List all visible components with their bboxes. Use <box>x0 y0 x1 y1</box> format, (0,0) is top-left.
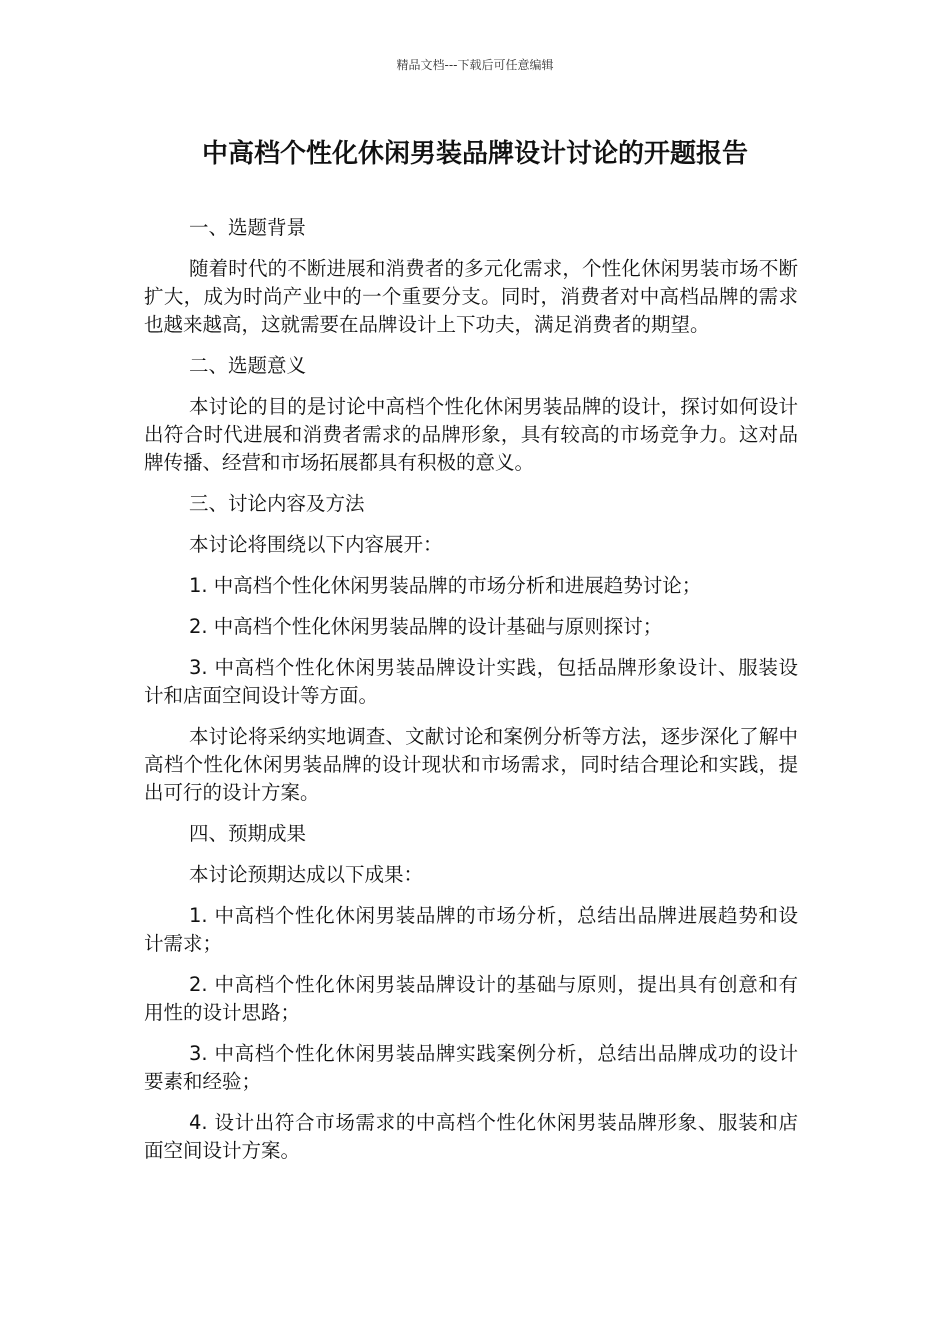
paragraph-significance: 本讨论的目的是讨论中高档个性化休闲男装品牌的设计，探讨如何设计出符合时代进展和消费者需求的品牌形象，具有较高的市场竞争力。这对品牌传播、经营和市场拓展都具有积极的意义。 <box>144 395 798 474</box>
list-item-content-1: 1. 中高档个性化休闲男装品牌的市场分析和进展趋势讨论； <box>189 574 702 597</box>
section-heading-background: 一、选题背景 <box>189 216 307 239</box>
section-heading-content-methods: 三、讨论内容及方法 <box>189 492 365 515</box>
header-note: 精品文档---下载后可任意编辑 <box>396 58 554 72</box>
list-item-content-3: 3. 中高档个性化休闲男装品牌设计实践，包括品牌形象设计、服装设计和店面空间设计等方面。 <box>144 656 798 707</box>
document-body <box>144 214 798 1178</box>
list-item-result-3: 3. 中高档个性化休闲男装品牌实践案例分析，总结出品牌成功的设计要素和经验； <box>144 1042 798 1093</box>
document-title: 中高档个性化休闲男装品牌设计讨论的开题报告 <box>201 139 748 169</box>
list-item-result-4: 4. 设计出符合市场需求的中高档个性化休闲男装品牌形象、服装和店面空间设计方案。 <box>144 1111 798 1162</box>
list-item-content-2: 2. 中高档个性化休闲男装品牌的设计基础与原则探讨； <box>189 615 663 638</box>
paragraph-methods: 本讨论将采纳实地调查、文献讨论和案例分析等方法，逐步深化了解中高档个性化休闲男装品牌的设计现状和市场需求，同时结合理论和实践，提出可行的设计方案。 <box>144 725 798 804</box>
section-heading-significance: 二、选题意义 <box>189 354 307 377</box>
paragraph-results-intro: 本讨论预期达成以下成果： <box>189 863 424 886</box>
paragraph-content-intro: 本讨论将围绕以下内容展开： <box>189 533 443 556</box>
paragraph-background: 随着时代的不断进展和消费者的多元化需求，个性化休闲男装市场不断扩大，成为时尚产业中的一个重要分支。同时，消费者对中高档品牌的需求也越来越高，这就需要在品牌设计上下功夫，满足消费者的期望。 <box>144 257 798 336</box>
section-heading-expected-results: 四、预期成果 <box>189 822 307 845</box>
list-item-result-2: 2. 中高档个性化休闲男装品牌设计的基础与原则，提出具有创意和有用性的设计思路； <box>144 973 798 1024</box>
list-item-result-1: 1. 中高档个性化休闲男装品牌的市场分析，总结出品牌进展趋势和设计需求； <box>144 904 798 955</box>
